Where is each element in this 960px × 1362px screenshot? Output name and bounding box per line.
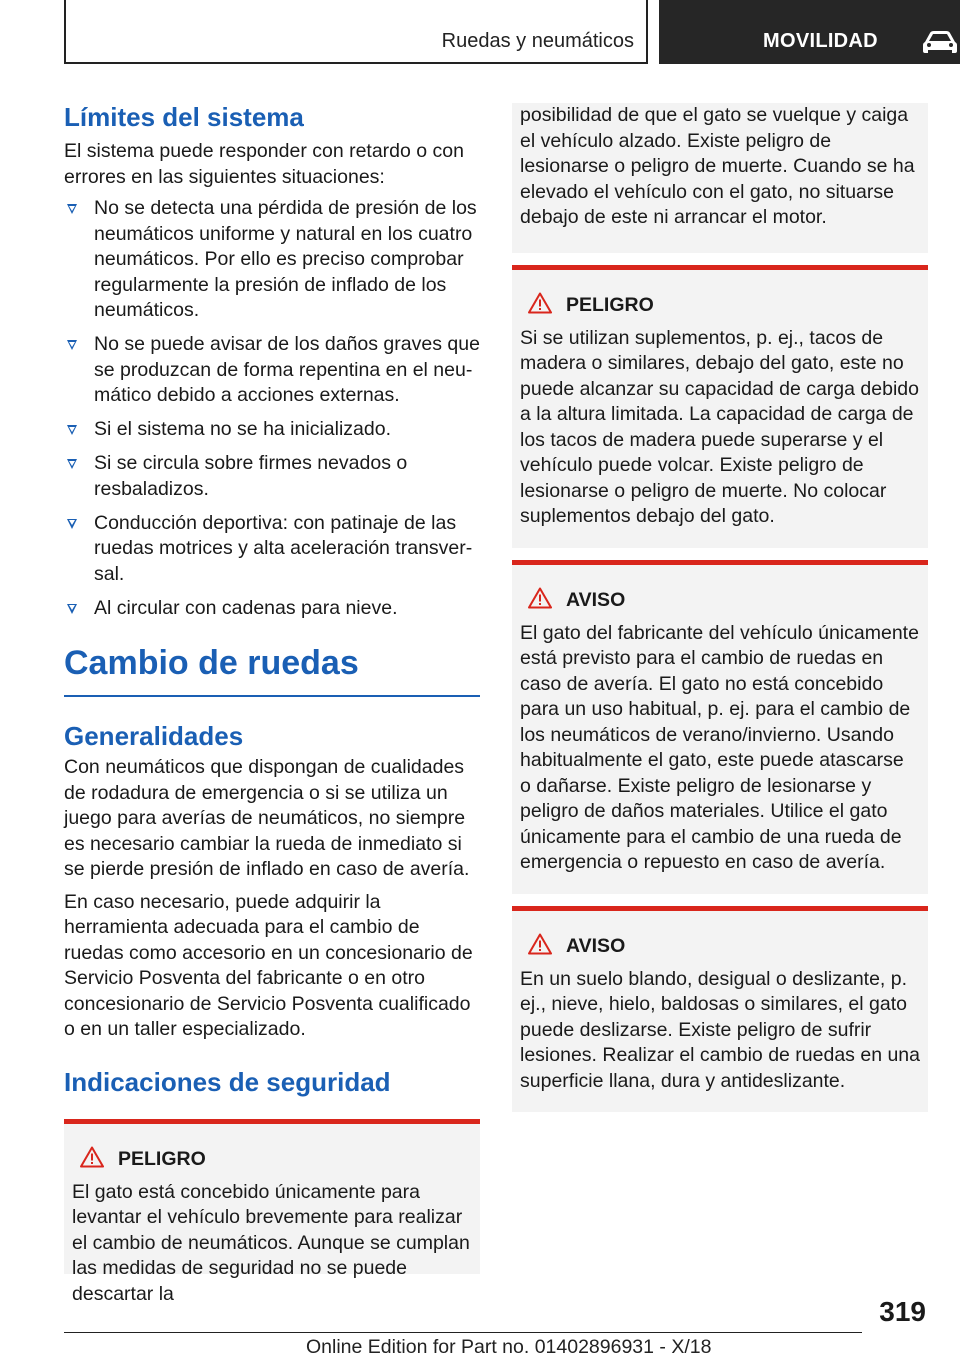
list-item: Si el sistema no se ha inicializado. <box>64 417 480 443</box>
left-column <box>64 100 480 1305</box>
header-chapter-label: MOVILIDAD <box>763 30 878 52</box>
footer-divider <box>64 1332 862 1333</box>
header-section-label: Ruedas y neumáticos <box>441 30 634 52</box>
warning-heading <box>520 933 920 963</box>
list-item: Al circular con cadenas para nieve. <box>64 596 480 622</box>
bullet-triangle-icon <box>67 604 77 614</box>
warning-text: En un suelo blando, desigual o deslizante, p. ej., nieve, hielo, baldosas o similares, el gato puede deslizarse. Existe peligro de sufrir lesiones. Realizar el cambio de ruedas en una superficie llana, dura y antideslizante. <box>520 967 920 1092</box>
warning-label: PELIGRO <box>118 1147 206 1170</box>
warning-label: AVISO <box>566 934 626 957</box>
general-title: Generalidades <box>64 721 244 751</box>
warning-label: PELIGRO <box>566 293 654 316</box>
list-item: Si se circula sobre firmes nevados o resbaladizos. <box>64 451 480 502</box>
limits-title: Límites del sistema <box>64 102 304 132</box>
warning-heading <box>520 292 920 322</box>
warning-box <box>64 1119 480 1305</box>
warning-triangle-icon <box>80 1146 104 1168</box>
page-number: 319 <box>879 1296 926 1327</box>
warning-box <box>512 265 928 548</box>
bullet-triangle-icon <box>67 340 77 350</box>
warning-text: Si se utilizan suplementos, p. ej., tacos de madera o similares, debajo del gato, este no puede alcanzar su capacidad de carga debido a la altura limitada. La capacidad de carga de los tacos de madera puede superarse y el vehículo puede volcar. Existe peligro de lesionarse o peligro de muerte. No colocar suplementos debajo del gato. <box>520 326 919 527</box>
chapter-title: Cambio de ruedas <box>64 641 480 697</box>
warning-box <box>512 560 928 894</box>
warning-heading <box>72 1146 472 1176</box>
bullet-triangle-icon <box>67 519 77 529</box>
warning-triangle-icon <box>528 292 552 314</box>
list-item: No se puede avisar de los daños graves que se produzcan de forma repentina en el neumático debido a acciones externas. <box>64 332 480 409</box>
warning-triangle-icon <box>528 587 552 609</box>
right-column <box>512 103 928 1112</box>
warning-heading <box>520 587 920 617</box>
header-chapter-box <box>659 0 960 64</box>
header-section-box <box>64 0 648 64</box>
warning-triangle-icon <box>528 933 552 955</box>
bullet-triangle-icon <box>67 204 77 214</box>
list-item: No se detecta una pérdida de presión de los neumáticos uniforme y natural en los cuatro neumáticos. Por ello es preciso comprobar regularmente la presión de inflado de los neumáticos. <box>64 196 480 324</box>
warning-box-continued <box>512 103 928 253</box>
warning-text: El gato está concebido únicamente para levantar el vehículo brevemente para realizar el cambio de neumáticos. Aunque se cumplan las medidas de seguridad no se puede descartar la <box>72 1180 470 1305</box>
list-item: Conducción deportiva: con patinaje de las ruedas motrices y alta aceleración transversal. <box>64 511 480 588</box>
warning-box <box>512 906 928 1113</box>
general-paragraph-2: En caso necesario, puede adquirir la herramienta adecuada para el cambio de ruedas como accesorio en un concesionario de Servicio Posventa del fabricante o en otro concesionario de Servicio Posventa cualificado o en un taller especializado. <box>64 890 473 1040</box>
limits-list <box>64 196 480 621</box>
safety-title: Indicaciones de seguridad <box>64 1066 391 1097</box>
bullet-triangle-icon <box>67 425 77 435</box>
car-icon <box>921 29 959 55</box>
general-paragraph-1: Con neumáticos que dispongan de cualidades de rodadura de emergencia o si se utiliza un juego para averías de neumáticos, no siempre es necesario cambiar la rueda de inmediato si se pierde presión de inflado en caso de avería. <box>64 756 470 880</box>
warning-text: El gato del fabricante del vehículo únicamente está previsto para el cambio de ruedas en caso de avería. El gato no está concebido para un uso habitual, p. ej. para el cambio de los neumáticos de verano/invierno. Usando habitualmente el gato, este puede atascarse o dañarse. Existe peligro de lesionarse y peligro de daños materiales. Utilice el gato únicamente para el cambio de una rueda de emergencia o repuesto en caso de avería. <box>520 621 919 873</box>
footer-edition-text: Online Edition for Part no. 01402896931 - X/18 <box>306 1336 712 1358</box>
warning-continued-text: posibilidad de que el gato se vuelque y caiga el vehículo alzado. Existe peligro de lesionarse o peligro de muerte. Cuando se ha elevado el vehículo con el gato, no situarse debajo de este ni arrancar el motor. <box>520 104 915 228</box>
warning-label: AVISO <box>566 588 626 611</box>
limits-intro: El sistema puede responder con retardo o con errores en las siguientes situaciones: <box>64 140 464 188</box>
bullet-triangle-icon <box>67 459 77 469</box>
